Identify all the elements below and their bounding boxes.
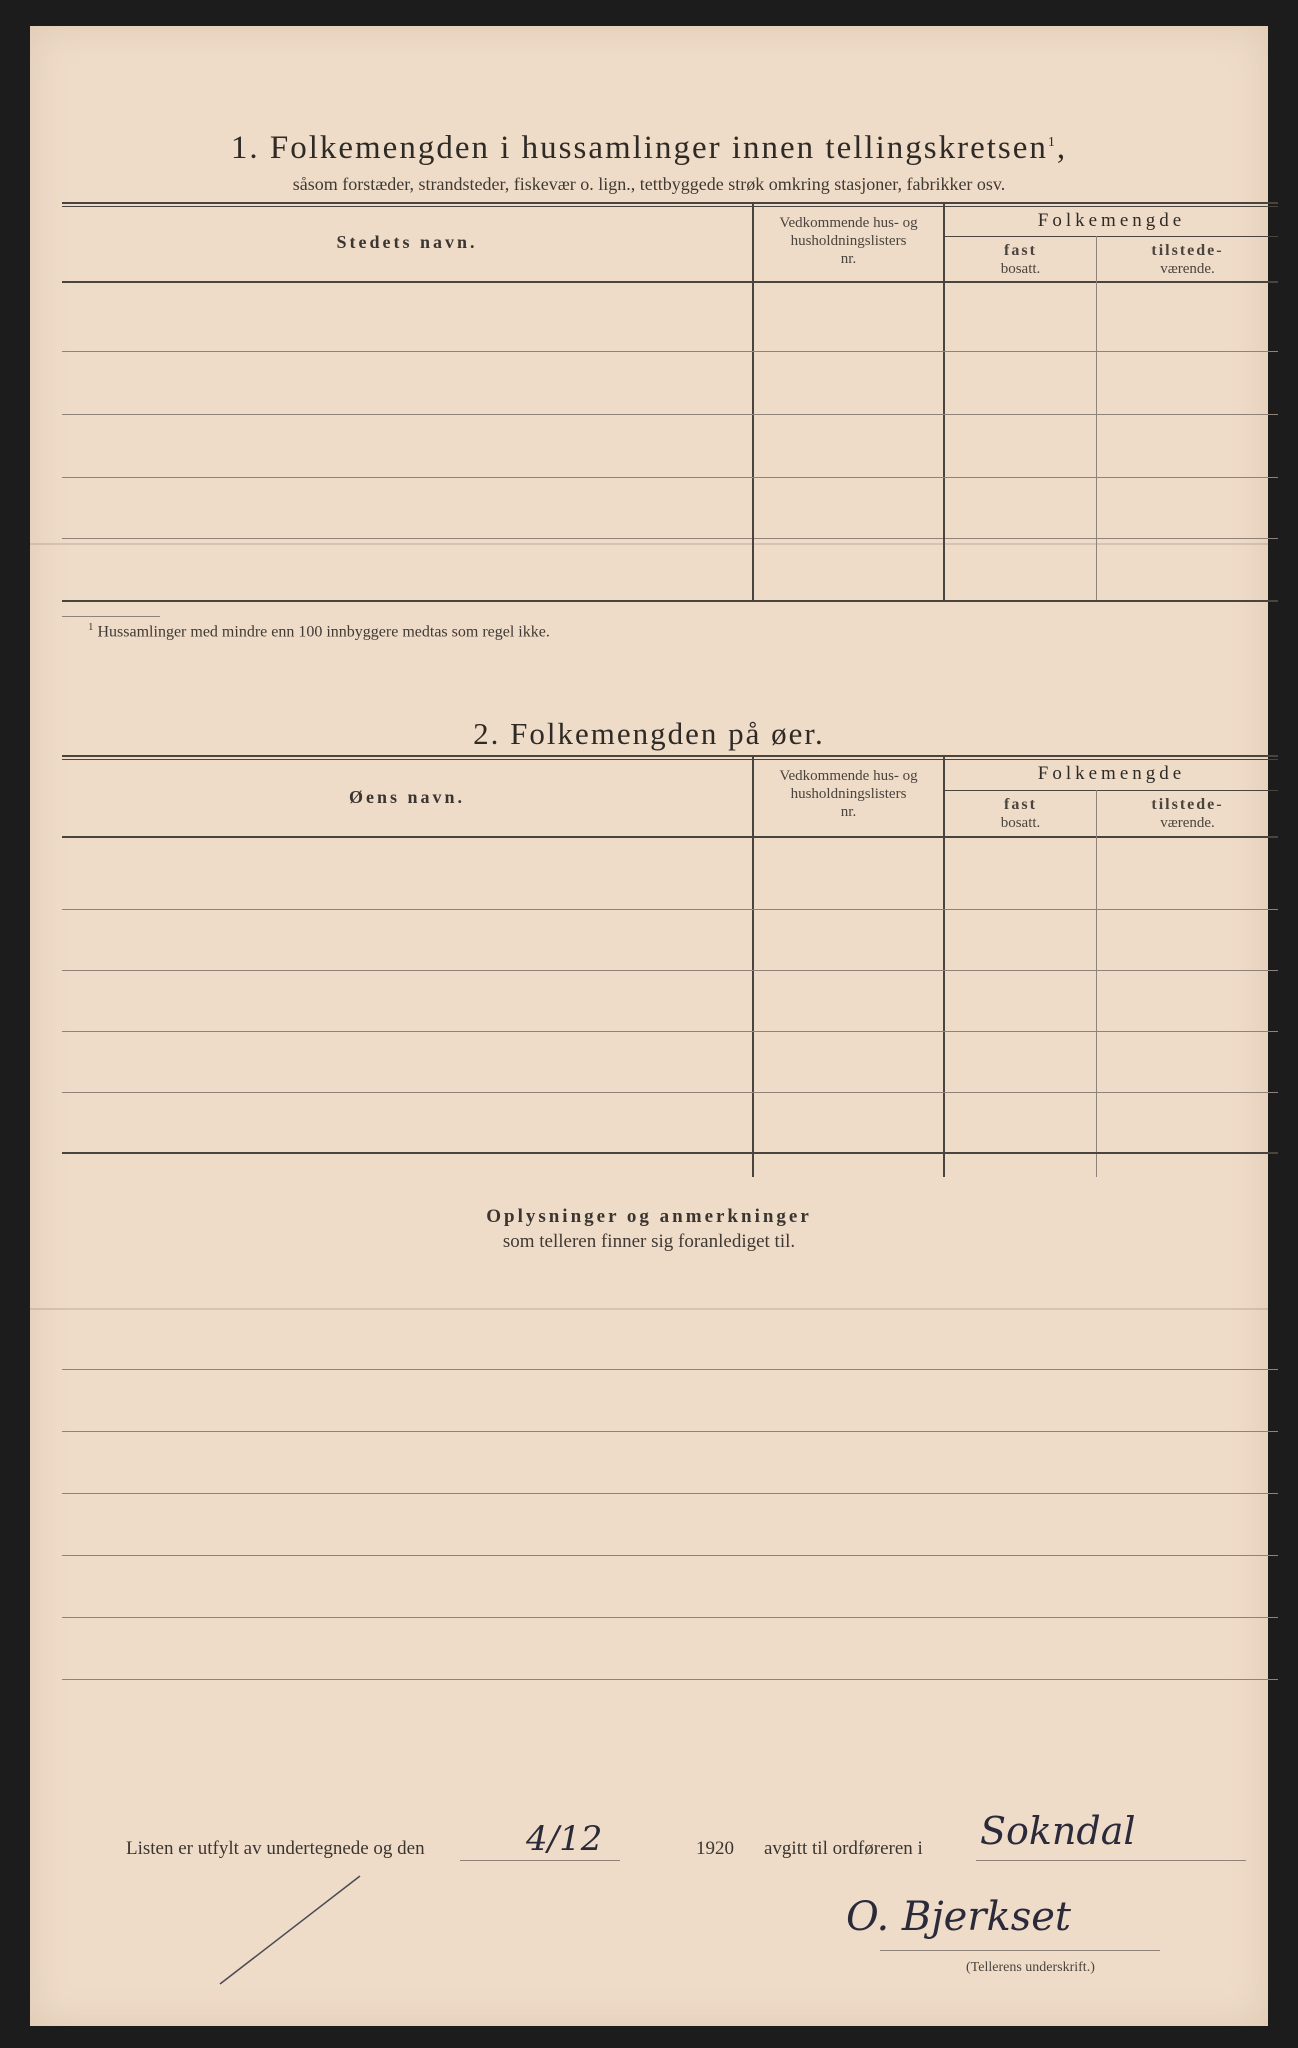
table-bottom-rule	[62, 600, 1278, 602]
section1-title: 1. Folkemengden i hussamlinger innen tellingskretsen$^1$,	[230, 130, 1068, 166]
remarks-line	[62, 1555, 1278, 1556]
column-divider	[1096, 528, 1097, 600]
column-header-present: tilstede- værende.	[1151, 242, 1224, 277]
column-divider	[1096, 236, 1097, 528]
table-row-line	[62, 351, 1278, 352]
table-row-line	[62, 1092, 1278, 1093]
footnote: $^1$ Hussamlinger med mindre enn 100 innbyggere medtas som regel ikke.	[88, 621, 550, 641]
column-divider	[943, 528, 945, 600]
section1-subtitle: såsom forstæder, strandsteder, fiskevær o. lign., tettbyggede strøk omkring stasjoner, fabrikker osv.	[292, 174, 1006, 194]
column-header-list-numbers: Vedkommende hus- og husholdningslisters nr.	[779, 215, 918, 267]
place-blank-line	[976, 1860, 1246, 1861]
table-row-line	[62, 909, 1278, 910]
table-row-line	[62, 1031, 1278, 1032]
signature-statement-end: avgitt til ordføreren i	[764, 1838, 923, 1859]
signature-year: 1920	[696, 1838, 734, 1859]
pen-stroke	[200, 1872, 370, 1992]
column-header-list-numbers: Vedkommende hus- og husholdningslisters nr.	[779, 768, 918, 820]
fold-line	[30, 1308, 1268, 1310]
remarks-title: Oplysninger og anmerkninger	[486, 1206, 812, 1227]
footnote-rule	[62, 616, 160, 617]
table-rule	[62, 206, 1278, 207]
date-blank-line	[460, 1860, 620, 1861]
signature-blank-line	[880, 1950, 1160, 1951]
column-header-resident: fast bosatt.	[1000, 242, 1041, 277]
column-header-island-name: Øens navn.	[348, 787, 466, 807]
table-rule	[62, 755, 1278, 757]
remarks-line	[62, 1431, 1278, 1432]
table-rule	[944, 790, 1278, 791]
remarks-line	[62, 1617, 1278, 1618]
table-rule	[944, 236, 1278, 237]
signature-caption: (Tellerens underskrift.)	[966, 1960, 1095, 1975]
remarks-line	[62, 1369, 1278, 1370]
remarks-line	[62, 1493, 1278, 1494]
remarks-line	[62, 1679, 1278, 1680]
column-header-population: Folkemengde	[1037, 763, 1186, 784]
table-rule	[62, 759, 1278, 760]
column-header-resident: fast bosatt.	[1000, 796, 1041, 831]
column-header-present: tilstede- værende.	[1151, 796, 1224, 831]
table-row-line	[62, 477, 1278, 478]
column-header-population: Folkemengde	[1037, 210, 1186, 231]
handwritten-signature: O. Bjerkset	[846, 1894, 1071, 1940]
table-row-line	[62, 970, 1278, 971]
column-divider	[752, 528, 754, 600]
table-rule	[62, 202, 1278, 204]
section2-title: 2. Folkemengden på øer.	[473, 716, 825, 751]
table-bottom-rule	[62, 1152, 1278, 1154]
handwritten-date: 4/12	[526, 1819, 603, 1859]
signature-statement: Listen er utfylt av undertegnede og den	[126, 1838, 425, 1859]
census-form-page	[30, 26, 1268, 2026]
column-divider	[1096, 790, 1097, 1177]
table-row-line	[62, 414, 1278, 415]
remarks-subtitle: som telleren finner sig foranlediget til.	[502, 1231, 796, 1252]
column-header-place-name: Stedets navn.	[336, 232, 478, 252]
fold-line	[30, 543, 1268, 545]
handwritten-place: Sokndal	[980, 1809, 1136, 1853]
